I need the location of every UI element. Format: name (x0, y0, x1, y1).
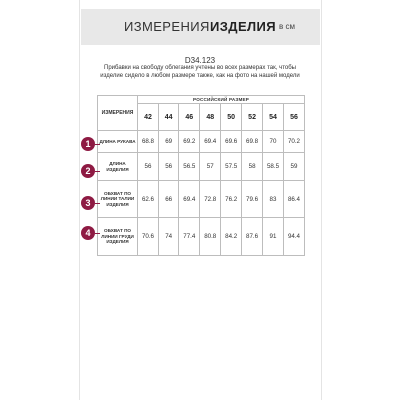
table-cell: 70.2 (283, 131, 304, 153)
size-group-label: РОССИЙСКИЙ РАЗМЕР (138, 96, 305, 104)
table-cell: 91 (263, 218, 284, 256)
size-header: 54 (263, 104, 284, 131)
title-word-measurements: ИЗМЕРЕНИЯ (124, 19, 210, 34)
table-cell: 58 (242, 153, 263, 181)
fit-note: Прибавки на свободу облегания учтены во всех размерах так, чтобы изделие сидело в любом размере также, как на фото на нашей модели (100, 65, 300, 79)
title-word-garment: ИЗДЕЛИЯ (210, 19, 277, 34)
table-cell: 70 (263, 131, 284, 153)
table-cell: 69.8 (242, 131, 263, 153)
table-cell: 69.4 (200, 131, 221, 153)
table-cell: 94.4 (283, 218, 304, 256)
table-cell: 76.2 (221, 181, 242, 218)
size-table (97, 95, 305, 256)
table-corner-label: ИЗМЕРЕНИЯ (98, 96, 138, 131)
table-cell: 86.4 (283, 181, 304, 218)
row-label-chest-girth: ОБХВАТ ПО ЛИНИИ ГРУДИ ИЗДЕЛИЯ (98, 218, 138, 256)
size-header: 52 (242, 104, 263, 131)
table-cell: 66 (158, 181, 178, 218)
row-marker-2: 2 (81, 164, 95, 178)
table-row (98, 218, 305, 256)
table-cell: 69.6 (221, 131, 242, 153)
table-cell: 70.6 (138, 218, 159, 256)
table-row (98, 131, 305, 153)
table-cell: 62.6 (138, 181, 159, 218)
table-cell: 74 (158, 218, 178, 256)
row-marker-1: 1 (81, 137, 95, 151)
table-cell: 68.8 (138, 131, 159, 153)
table-cell: 57 (200, 153, 221, 181)
table-cell: 59 (283, 153, 304, 181)
table-cell: 69.2 (179, 131, 200, 153)
size-header: 50 (221, 104, 242, 131)
size-header: 42 (138, 104, 159, 131)
size-header: 46 (179, 104, 200, 131)
table-cell: 57.5 (221, 153, 242, 181)
article-code: D34.123 (184, 56, 216, 65)
size-header: 48 (200, 104, 221, 131)
table-cell: 83 (263, 181, 284, 218)
table-cell: 72.8 (200, 181, 221, 218)
size-header: 44 (158, 104, 178, 131)
size-header: 56 (283, 104, 304, 131)
table-cell: 56 (138, 153, 159, 181)
row-label-garment-length: ДЛИНА ИЗДЕЛИЯ (98, 153, 138, 181)
table-cell: 79.6 (242, 181, 263, 218)
table-cell: 87.6 (242, 218, 263, 256)
table-cell: 77.4 (179, 218, 200, 256)
table-row (98, 153, 305, 181)
row-marker-3: 3 (81, 196, 95, 210)
table-cell: 56 (158, 153, 178, 181)
row-label-sleeve-length: ДЛИНА РУКАВА (98, 131, 138, 153)
table-row (98, 181, 305, 218)
row-label-waist-girth: ОБХВАТ ПО ЛИНИИ ТАЛИИ ИЗДЕЛИЯ (98, 181, 138, 218)
table-cell: 56.5 (179, 153, 200, 181)
table-cell: 84.2 (221, 218, 242, 256)
table-cell: 80.8 (200, 218, 221, 256)
table-cell: 58.5 (263, 153, 284, 181)
table-cell: 69 (158, 131, 178, 153)
row-marker-4: 4 (81, 226, 95, 240)
table-cell: 69.4 (179, 181, 200, 218)
title-unit: в см (279, 22, 295, 31)
